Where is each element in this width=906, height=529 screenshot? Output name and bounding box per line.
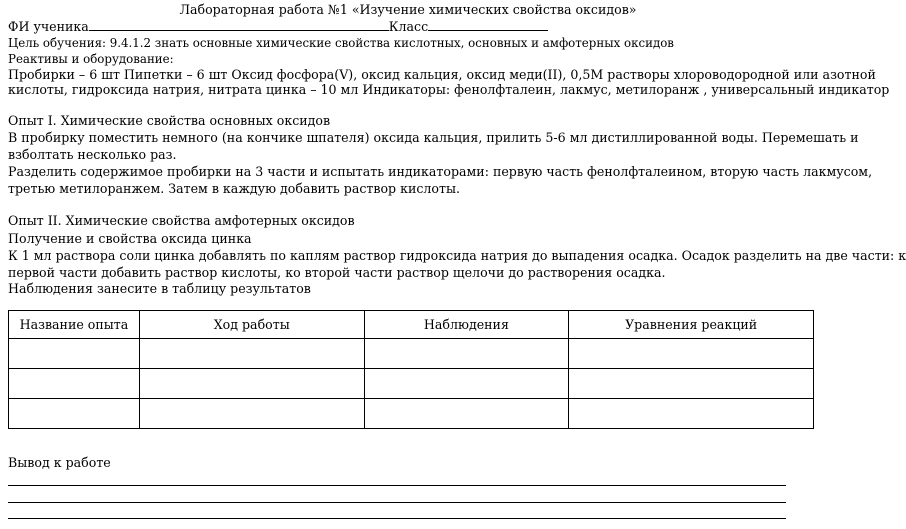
- conclusion-line[interactable]: [8, 518, 786, 519]
- table-cell[interactable]: [364, 399, 569, 429]
- table-cell[interactable]: [139, 399, 364, 429]
- table-row: [9, 339, 814, 369]
- conclusion-label: Вывод к работе: [8, 455, 111, 470]
- table-cell[interactable]: [139, 339, 364, 369]
- table-cell[interactable]: [569, 339, 814, 369]
- table-cell[interactable]: [569, 399, 814, 429]
- conclusion-line[interactable]: [8, 502, 786, 503]
- student-row: [8, 18, 548, 35]
- table-row: [9, 399, 814, 429]
- page-title: Лабораторная работа №1 «Изучение химических свойства оксидов»: [179, 2, 637, 17]
- student-name-field[interactable]: [89, 18, 389, 31]
- experiment-2-text: первой части добавить раствор кислоты, ко второй части раствор щелочи до растворения осадка.: [8, 265, 666, 280]
- reagents-line: Пробирки – 6 шт Пипетки – 6 шт Оксид фосфора(V), оксид кальция, оксид меди(II), 0,5М растворы хлороводородной или азотной: [8, 67, 876, 82]
- class-label: Класс: [388, 19, 429, 34]
- table-cell[interactable]: [364, 369, 569, 399]
- experiment-2-text: К 1 мл раствора соли цинка добавлять по каплям раствор гидроксида натрия до выпадения осадка. Осадок разделить на две части: к: [8, 248, 906, 263]
- experiment-1-text: В пробирку поместить немного (на кончике шпателя) оксида кальция, прилить 5-6 мл дистиллированной воды. Перемешать и: [8, 130, 859, 145]
- table-cell[interactable]: [139, 369, 364, 399]
- column-header: Ход работы: [139, 311, 364, 339]
- experiment-2-subheading: Получение и свойства оксида цинка: [8, 231, 252, 246]
- table-header-row: [9, 311, 814, 339]
- conclusion-line[interactable]: [8, 485, 786, 486]
- table-cell[interactable]: [9, 369, 140, 399]
- results-table: [8, 310, 814, 429]
- column-header: Наблюдения: [364, 311, 569, 339]
- class-field[interactable]: [428, 18, 548, 31]
- goal-text: Цель обучения: 9.4.1.2 знать основные химические свойства кислотных, основных и амфотерных оксидов: [8, 36, 674, 50]
- experiment-1-text: взболтать несколько раз.: [8, 147, 177, 162]
- experiment-2-text: Наблюдения занесите в таблицу результатов: [8, 281, 311, 296]
- reagents-line: кислоты, гидроксида натрия, нитрата цинка – 10 мл Индикаторы: фенолфталеин, лакмус, метилоранж , универсальный индикатор: [8, 82, 890, 97]
- experiment-1-heading: Опыт I. Химические свойства основных оксидов: [8, 113, 331, 128]
- column-header: Уравнения реакций: [569, 311, 814, 339]
- student-label: ФИ ученика: [8, 19, 89, 34]
- experiment-1-text: Разделить содержимое пробирки на 3 части и испытать индикаторами: первую часть фенолфталеином, вторую часть лакмусом,: [8, 164, 873, 179]
- reagents-heading: Реактивы и оборудование:: [8, 52, 174, 66]
- column-header: Название опыта: [9, 311, 140, 339]
- table-cell[interactable]: [364, 339, 569, 369]
- experiment-1-text: третью метилоранжем. Затем в каждую добавить раствор кислоты.: [8, 181, 460, 196]
- table-row: [9, 369, 814, 399]
- table-cell[interactable]: [9, 339, 140, 369]
- experiment-2-heading: Опыт II. Химические свойства амфотерных оксидов: [8, 213, 355, 228]
- table-cell[interactable]: [9, 399, 140, 429]
- table-cell[interactable]: [569, 369, 814, 399]
